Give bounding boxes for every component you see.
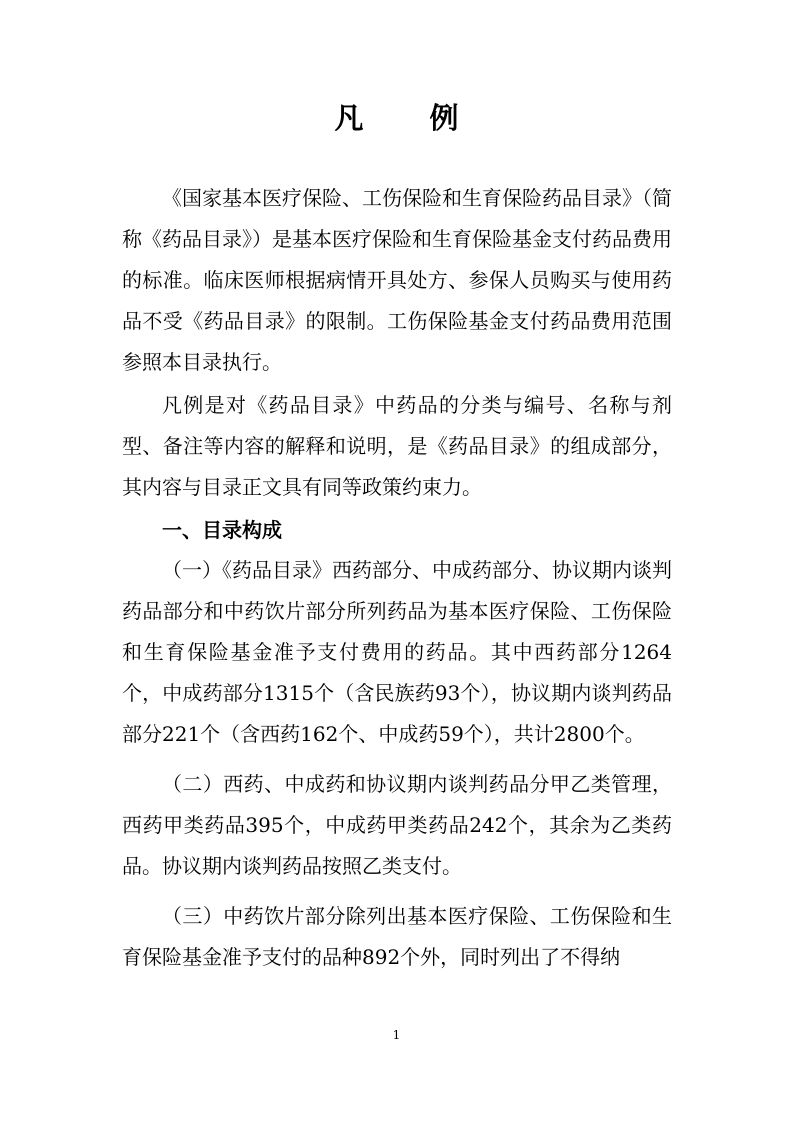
document-body	[122, 178, 672, 978]
section-item: （二）西药、中成药和协议期内谈判药品分甲乙类管理，西药甲类药品395个，中成药甲类药品242个，其余为乙类药品。协议期内谈判药品按照乙类支付。	[122, 772, 672, 878]
document-title: 凡 例	[334, 101, 487, 135]
section-heading: 一、目录构成	[162, 518, 282, 542]
section-item: （三）中药饮片部分除列出基本医疗保险、工伤保险和生育保险基金准予支付的品种892个外，同时列出了不得纳	[122, 904, 672, 969]
scope-paragraph: 凡例是对《药品目录》中药品的分类与编号、名称与剂型、备注等内容的解释和说明，是《药品目录》的组成部分，其内容与目录正文具有同等政策约束力。	[122, 393, 672, 499]
intro-paragraph: 《国家基本医疗保险、工伤保险和生育保险药品目录》（简称《药品目录》）是基本医疗保险和生育保险基金支付药品费用的标准。临床医师根据病情开具处方、参保人员购买与使用药品不受《药品目录》的限制。工伤保险基金支付药品费用范围参照本目录执行。	[122, 186, 672, 374]
page-number: 1	[392, 1028, 401, 1042]
section-item: （一）《药品目录》西药部分、中成药部分、协议期内谈判药品部分和中药饮片部分所列药品为基本医疗保险、工伤保险和生育保险基金准予支付费用的药品。其中西药部分1264个，中成药部分1315个（含民族药93个），协议期内谈判药品部分221个（含西药162个、中成药59个），共计2800个。	[122, 558, 672, 746]
